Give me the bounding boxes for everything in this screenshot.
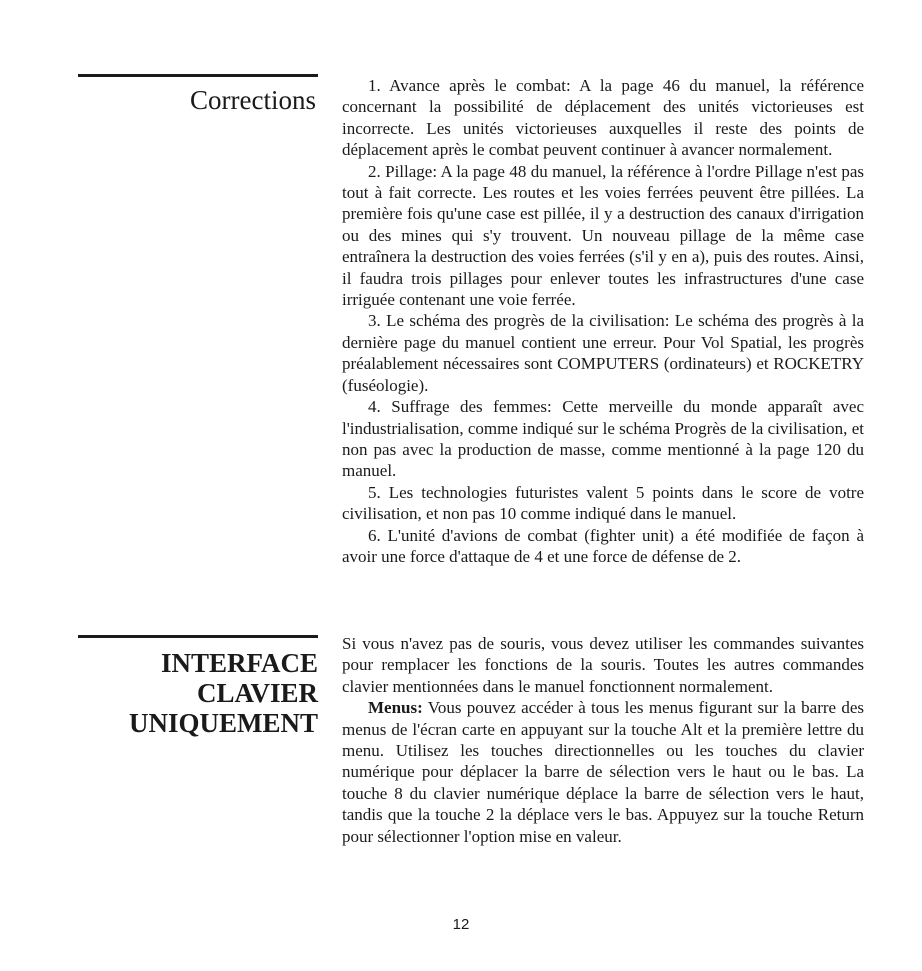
keyboard-heading-line-2: CLAVIER: [196, 678, 318, 708]
corrections-heading: Corrections: [190, 85, 316, 115]
menus-text: Vous pouvez accéder à tous les menus figurant sur la barre des menus de l'écran carte en appuyant sur la touche Alt et la première lettre du menu. Utilisez les touches directionnelles ou les touches du clavier numérique pour déplacer la barre de sélection vers le haut ou le bas. La touche 8 du clavier numérique déplace la barre de sélection vers le haut, tandis que la touche 2 la déplace vers le bas. Appuyez sur la touche Return pour sélectionner l'option mise en valeur.: [342, 698, 864, 846]
correction-item-5: 5. Les technologies futuristes valent 5 points dans le score de votre civilisation, et non pas 10 comme indiqué dans le manuel.: [342, 482, 864, 524]
correction-item-3: 3. Le schéma des progrès de la civilisation: Le schéma des progrès à la dernière page du manuel contient une erreur. Pour Vol Spatial, les progrès préalablement nécessaires sont COMPUTERS (ordinateurs) et ROCKETRY (fuséologie).: [342, 311, 864, 395]
corrections-body: [342, 75, 864, 567]
correction-item-1: 1. Avance après le combat: A la page 46 du manuel, la référence concernant la possibilité de déplacement des unités victorieuses est incorrecte. Les unités victorieuses auxquelles il reste des points de déplacement après le combat peuvent continuer à avancer normalement.: [342, 76, 864, 160]
correction-item-6: 6. L'unité d'avions de combat (fighter unit) a été modifiée de façon à avoir une force d'attaque de 4 et une force de défense de 2.: [342, 525, 864, 566]
menus-paragraph: [342, 697, 864, 847]
correction-item-4: 4. Suffrage des femmes: Cette merveille du monde apparaît avec l'industrialisation, comme indiqué sur le schéma Progrès de la civilisation, et non pas avec la production de masse, comme mentionné à la page 120 du manuel.: [342, 397, 864, 481]
page-number: 12: [452, 916, 470, 933]
section-divider-corrections: [78, 74, 318, 77]
keyboard-heading-line-3: UNIQUEMENT: [128, 708, 318, 738]
section-divider-keyboard: [78, 635, 318, 638]
menus-label: Menus:: [368, 698, 423, 718]
keyboard-intro: Si vous n'avez pas de souris, vous devez utiliser les commandes suivantes pour remplacer les fonctions de la souris. Toutes les autres commandes clavier mentionnées dans le manuel fonctionnent normalement.: [342, 634, 864, 696]
keyboard-heading-line-1: INTERFACE: [160, 648, 318, 678]
keyboard-only-heading: [129, 648, 318, 738]
keyboard-body: [342, 633, 864, 847]
correction-item-2: 2. Pillage: A la page 48 du manuel, la référence à l'ordre Pillage n'est pas tout à fait correcte. Les routes et les voies ferrées peuvent être pillées. La première fois qu'une case est pillée, il y a destruction des canaux d'irrigation ou des mines qui s'y trouvent. Un nouveau pillage de la même case entraînera la destruction des voies ferrées (s'il y en a), puis des routes. Ainsi, il faudra trois pillages pour enlever toutes les infrastructures d'une case irriguée contenant une voie ferrée.: [342, 161, 864, 310]
